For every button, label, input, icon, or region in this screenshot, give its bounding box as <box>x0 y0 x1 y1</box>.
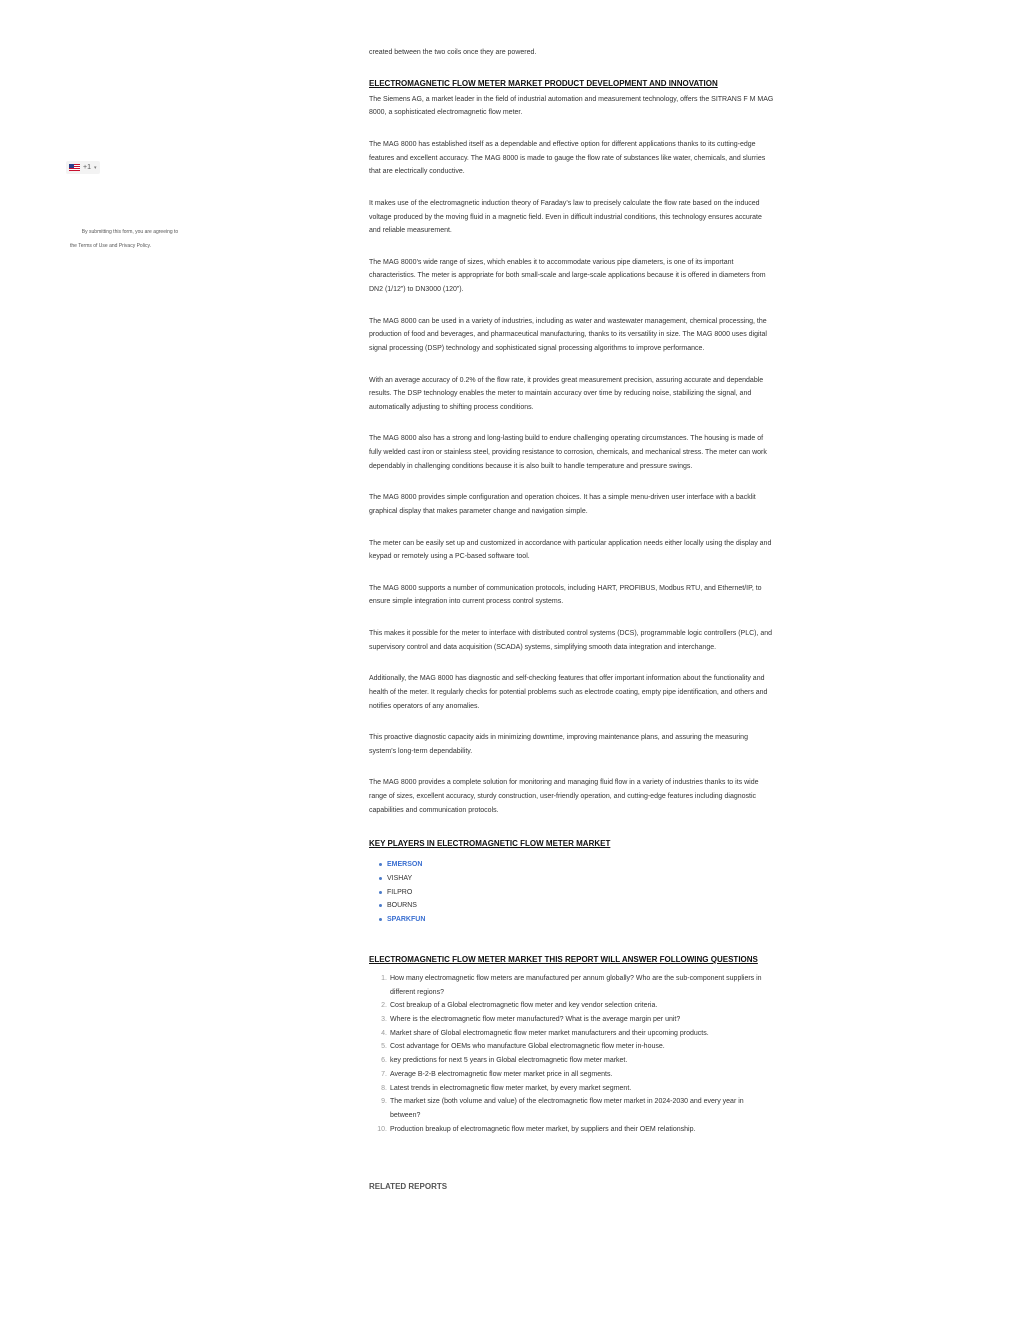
list-item <box>369 1082 775 1096</box>
section-heading-product-development: ELECTROMAGNETIC FLOW METER MARKET PRODUCT DEVELOPMENT AND INNOVATION <box>369 78 718 88</box>
list-number: 3. <box>381 1016 387 1023</box>
phone-code: +1 <box>83 164 91 171</box>
section-heading-report-questions: ELECTROMAGNETIC FLOW METER MARKET THIS REPORT WILL ANSWER FOLLOWING QUESTIONS <box>369 954 758 964</box>
list-number: 1. <box>381 974 387 982</box>
paragraph: The MAG 8000 has established itself as a dependable and effective option for different applications thanks to its cutting-edge features and excellent accuracy. The MAG 8000 is made to gauge the flow rate of substances like water, chemicals, and slurries that are electrically conductive. <box>369 140 766 176</box>
list-number: 6. <box>381 1057 387 1065</box>
paragraph: The MAG 8000 also has a strong and long-lasting build to endure challenging operating circumstances. The housing is made of fully welded cast iron or stainless steel, providing resistance to corrosion, chemicals, and mechanical stress. The meter can work dependably in challenging conditions because it is also built to handle temperature and pressure swings. <box>369 435 767 470</box>
list-item <box>369 1013 775 1027</box>
question-text: Cost advantage for OEMs who manufacture Global electromagnetic flow meter in-house. <box>390 1043 665 1051</box>
key-player-sparkfun-link[interactable]: SPARKFUN <box>379 913 775 927</box>
paragraph: The MAG 8000 supports a number of communication protocols, including HART, PROFIBUS, Modbus RTU, and Ethernet/IP, to ensure simple integration into current process control systems. <box>369 584 762 606</box>
question-text: How many electromagnetic flow meters are manufactured per annum globally? Who are the sub-component suppliers in different regions? <box>390 974 762 996</box>
list-number: 9. <box>381 1098 387 1106</box>
paragraph: The Siemens AG, a market leader in the field of industrial automation and measurement technology, offers the SITRANS F M MAG 8000, a sophisticated electromagnetic flow meter. <box>369 95 774 117</box>
list-number: 2. <box>381 1002 387 1010</box>
article-body <box>369 46 775 1193</box>
paragraph: The meter can be easily set up and customized in accordance with particular application needs either locally using the display and keypad or remotely using a PC-based software tool. <box>369 539 772 561</box>
paragraph: This proactive diagnostic capacity aids in minimizing downtime, improving maintenance plans, and assuring the measuring system’s long-term dependability. <box>369 734 748 755</box>
us-flag-icon <box>69 164 80 171</box>
chevron-down-icon: ▾ <box>93 164 97 171</box>
question-text: Latest trends in electromagnetic flow meter market, by every market segment. <box>390 1084 632 1092</box>
key-player-filpro: FILPRO <box>379 886 775 900</box>
key-player-bourns: BOURNS <box>379 899 775 913</box>
key-players-list <box>369 858 775 927</box>
list-item <box>369 999 775 1013</box>
key-player-emerson-link[interactable]: EMERSON <box>379 858 775 872</box>
report-questions-list <box>369 972 775 1136</box>
section-heading-key-players: KEY PLAYERS IN ELECTROMAGNETIC FLOW METER MARKET <box>369 839 611 849</box>
paragraph: The MAG 8000 provides simple configuration and operation choices. It has a simple menu-driven user interface with a backlit graphical display that makes parameter change and navigation simple. <box>369 494 756 516</box>
consent-notice <box>60 226 200 253</box>
list-item <box>369 972 775 999</box>
question-text: Where is the electromagnetic flow meter manufactured? What is the average margin per unit? <box>390 1016 681 1023</box>
list-number: 4. <box>381 1029 387 1037</box>
phone-country-selector[interactable] <box>66 161 100 174</box>
paragraph: With an average accuracy of 0.2% of the flow rate, it provides great measurement precision, assuring accurate and dependable results. The DSP technology enables the meter to maintain accuracy over time by reducing noise, stabilizing the signal, and automatically adjusting to shifting process conditions. <box>369 376 764 411</box>
list-number: 8. <box>381 1084 387 1092</box>
question-text: Production breakup of electromagnetic flow meter market, by suppliers and their OEM relationship. <box>390 1125 696 1133</box>
paragraph: Additionally, the MAG 8000 has diagnostic and self-checking features that offer important information about the functionality and health of the meter. It regularly checks for potential problems such as electrode coating, empty pipe identification, and others and notifies operators of any anomalies. <box>369 675 768 710</box>
sidebar <box>0 0 330 1325</box>
question-text: key predictions for next 5 years in Global electromagnetic flow meter market. <box>390 1057 628 1065</box>
list-item <box>369 1068 775 1082</box>
intro-fragment: created between the two coils once they are powered. <box>369 49 537 56</box>
question-text: The market size (both volume and value) of the electromagnetic flow meter market in 2024-2030 and every year in between? <box>390 1098 744 1119</box>
list-item <box>369 1095 775 1122</box>
paragraph: This makes it possible for the meter to interface with distributed control systems (DCS), programmable logic controllers (PLC), and supervisory control and data acquisition (SCADA) systems, simplifying smooth data integration and interchange. <box>369 629 773 651</box>
consent-line-1: By submitting this form, you are agreeing to <box>81 229 179 235</box>
question-text: Cost breakup of a Global electromagnetic flow meter and key vendor selection criteria. <box>390 1002 658 1010</box>
list-number: 5. <box>381 1043 387 1051</box>
list-item <box>369 1123 775 1137</box>
paragraph: The MAG 8000’s wide range of sizes, which enables it to accommodate various pipe diameters, is one of its important characteristics. The meter is appropriate for both small-scale and large-scale applications because it is offered in diameters from DN2 (1/12”) to DN3000 (120”). <box>369 258 766 294</box>
question-text: Average B-2-B electromagnetic flow meter market price in all segments. <box>390 1070 613 1078</box>
list-number: 7. <box>381 1070 387 1078</box>
list-item <box>369 1027 775 1041</box>
paragraph: The MAG 8000 provides a complete solution for monitoring and managing fluid flow in a variety of industries thanks to its wide range of sizes, excellent accuracy, sturdy construction, user-friendly operation, and cutting-edge features including diagnostic capabilities and communication protocols. <box>369 779 759 814</box>
related-reports-heading: RELATED REPORTS <box>369 1182 448 1192</box>
list-number: 10. <box>377 1125 387 1133</box>
paragraph: The MAG 8000 can be used in a variety of industries, including as water and wastewater management, chemical processing, the production of food and beverages, and pharmaceutical manufacturing, thanks to its versatility in size. The MAG 8000 uses digital signal processing (DSP) technology and sophisticated signal processing algorithms to improve performance. <box>369 317 767 353</box>
consent-line-2: the Terms of Use and Privacy Policy. <box>70 242 151 249</box>
list-item <box>369 1054 775 1068</box>
paragraph: It makes use of the electromagnetic induction theory of Faraday’s law to precisely calculate the flow rate based on the induced voltage produced by the moving fluid in a magnetic field. Even in difficult industrial conditions, this technology ensures accurate and reliable measurement. <box>369 199 762 235</box>
key-player-vishay: VISHAY <box>379 872 775 886</box>
question-text: Market share of Global electromagnetic flow meter market manufacturers and their upcoming products. <box>390 1029 709 1037</box>
list-item <box>369 1040 775 1054</box>
